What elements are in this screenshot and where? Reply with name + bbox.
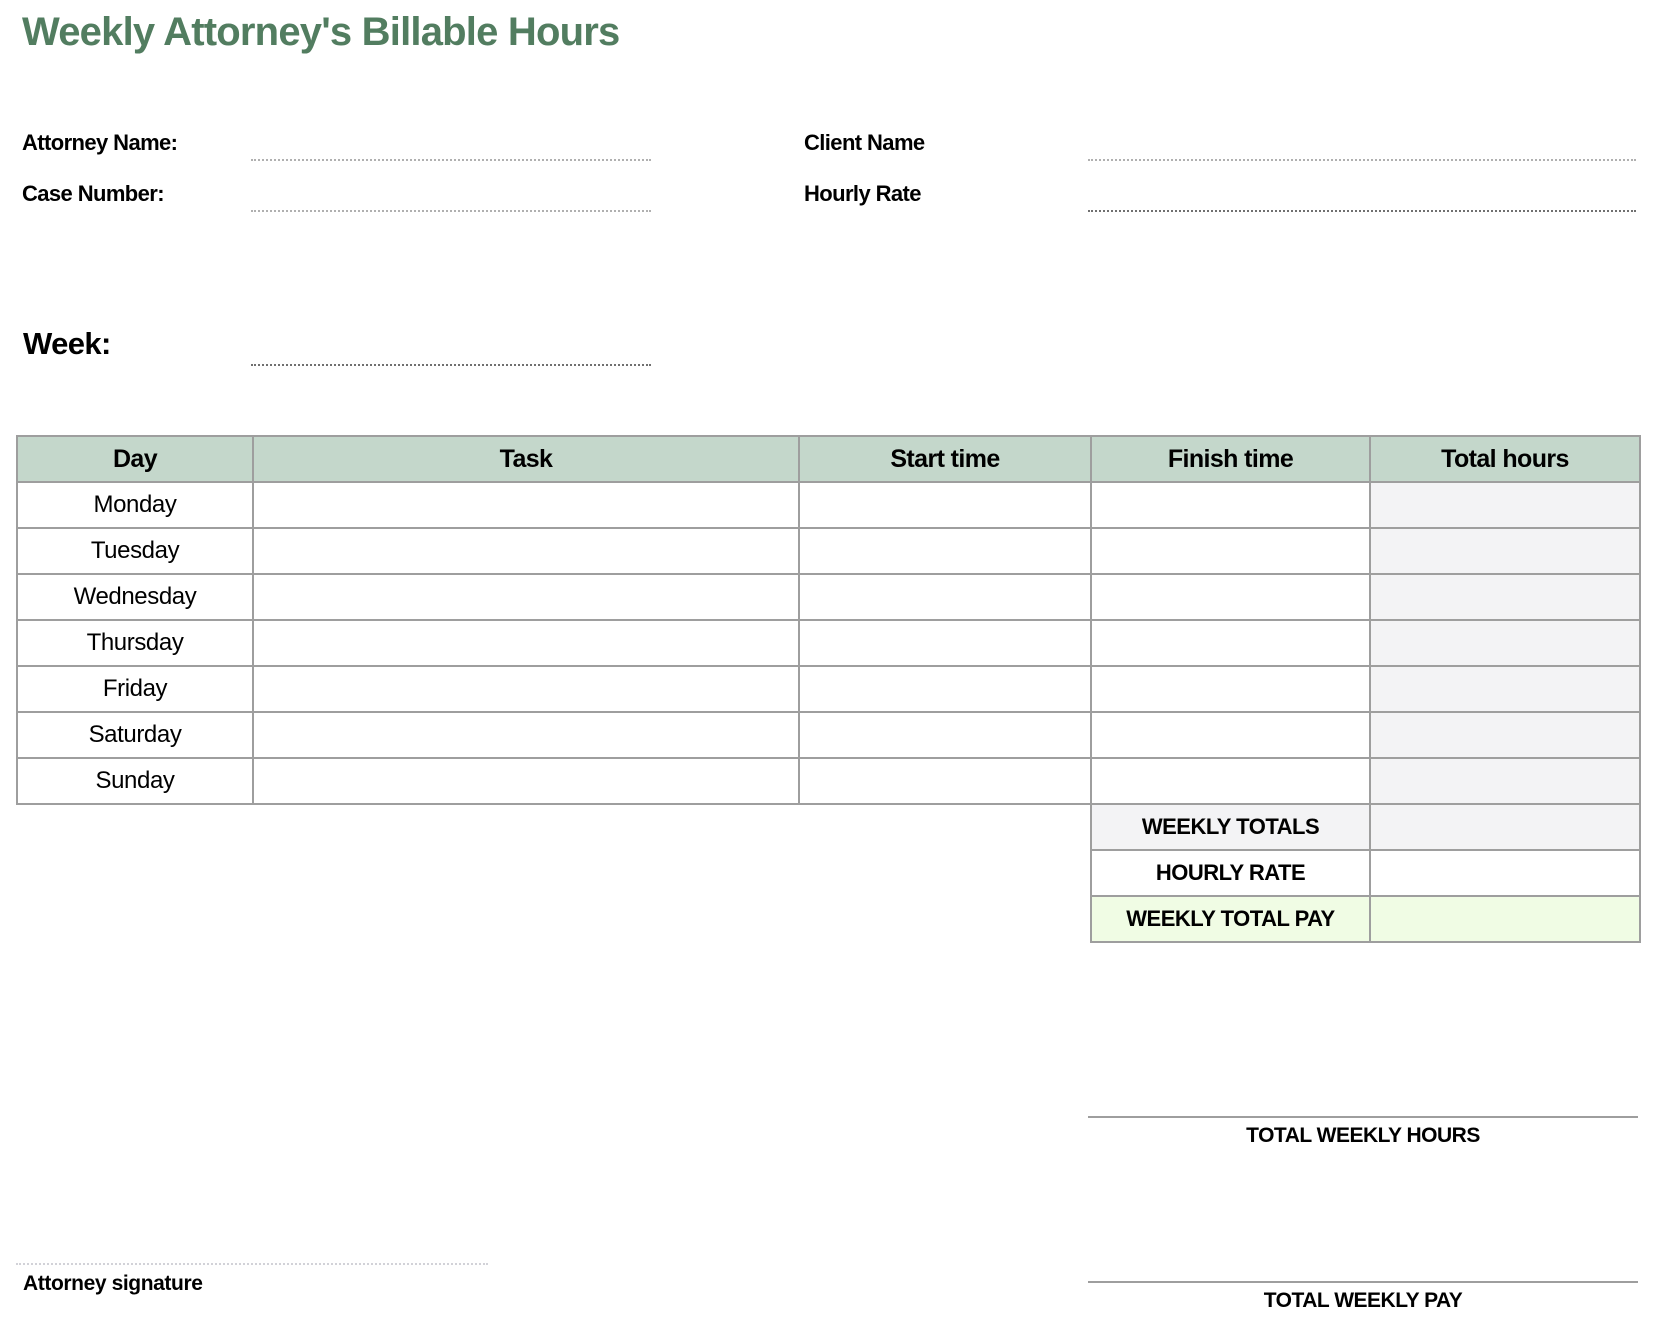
day-cell: Friday xyxy=(17,666,253,712)
attorney-name-field[interactable] xyxy=(251,159,651,161)
start-time-cell[interactable] xyxy=(799,712,1091,758)
table-row xyxy=(17,482,1640,528)
total-hours-cell xyxy=(1370,712,1640,758)
week-label: Week: xyxy=(23,326,111,361)
weekly-total-pay-value xyxy=(1370,896,1640,942)
header-total-hours: Total hours xyxy=(1370,436,1640,482)
total-hours-cell xyxy=(1370,758,1640,804)
start-time-cell[interactable] xyxy=(799,758,1091,804)
task-cell[interactable] xyxy=(253,666,799,712)
table-row xyxy=(17,528,1640,574)
summary-row-weekly-total-pay xyxy=(17,896,1640,942)
case-number-field[interactable] xyxy=(251,210,651,212)
hourly-rate-summary-value[interactable] xyxy=(1370,850,1640,896)
start-time-cell[interactable] xyxy=(799,666,1091,712)
total-weekly-pay-label: TOTAL WEEKLY PAY xyxy=(1263,1289,1463,1312)
day-cell: Saturday xyxy=(17,712,253,758)
start-time-cell[interactable] xyxy=(799,528,1091,574)
finish-time-cell[interactable] xyxy=(1091,666,1370,712)
task-cell[interactable] xyxy=(253,758,799,804)
total-weekly-hours-line xyxy=(1088,1116,1638,1118)
empty-area xyxy=(17,896,1091,942)
case-number-label: Case Number: xyxy=(22,181,164,206)
empty-area xyxy=(17,850,1091,896)
day-cell: Sunday xyxy=(17,758,253,804)
week-field[interactable] xyxy=(251,364,651,366)
header-task: Task xyxy=(253,436,799,482)
total-weekly-hours-label: TOTAL WEEKLY HOURS xyxy=(1246,1124,1480,1147)
summary-row-hourly-rate xyxy=(17,850,1640,896)
table-row xyxy=(17,666,1640,712)
client-name-label: Client Name xyxy=(804,130,925,155)
hourly-rate-field[interactable] xyxy=(1088,210,1636,212)
total-hours-cell xyxy=(1370,482,1640,528)
day-cell: Tuesday xyxy=(17,528,253,574)
task-cell[interactable] xyxy=(253,574,799,620)
finish-time-cell[interactable] xyxy=(1091,758,1370,804)
weekly-totals-value xyxy=(1370,804,1640,850)
header-finish-time: Finish time xyxy=(1091,436,1370,482)
total-hours-cell xyxy=(1370,574,1640,620)
task-cell[interactable] xyxy=(253,528,799,574)
table-row xyxy=(17,712,1640,758)
attorney-signature-label: Attorney signature xyxy=(23,1272,203,1295)
finish-time-cell[interactable] xyxy=(1091,482,1370,528)
table-header-row xyxy=(17,436,1640,482)
day-cell: Thursday xyxy=(17,620,253,666)
attorney-signature-field[interactable] xyxy=(16,1263,488,1265)
hourly-rate-label: Hourly Rate xyxy=(804,181,921,206)
finish-time-cell[interactable] xyxy=(1091,528,1370,574)
day-cell: Monday xyxy=(17,482,253,528)
total-hours-cell xyxy=(1370,620,1640,666)
weekly-total-pay-label: WEEKLY TOTAL PAY xyxy=(1091,896,1370,942)
empty-area xyxy=(17,804,1091,850)
header-day: Day xyxy=(17,436,253,482)
task-cell[interactable] xyxy=(253,712,799,758)
billable-hours-table xyxy=(16,435,1641,943)
table-row xyxy=(17,620,1640,666)
client-name-field[interactable] xyxy=(1088,159,1636,161)
attorney-name-label: Attorney Name: xyxy=(22,130,178,155)
day-cell: Wednesday xyxy=(17,574,253,620)
start-time-cell[interactable] xyxy=(799,620,1091,666)
task-cell[interactable] xyxy=(253,482,799,528)
table-row xyxy=(17,574,1640,620)
total-hours-cell xyxy=(1370,666,1640,712)
weekly-totals-label: WEEKLY TOTALS xyxy=(1091,804,1370,850)
start-time-cell[interactable] xyxy=(799,482,1091,528)
finish-time-cell[interactable] xyxy=(1091,574,1370,620)
page-title: Weekly Attorney's Billable Hours xyxy=(22,10,620,54)
finish-time-cell[interactable] xyxy=(1091,712,1370,758)
summary-row-weekly-totals xyxy=(17,804,1640,850)
start-time-cell[interactable] xyxy=(799,574,1091,620)
header-start-time: Start time xyxy=(799,436,1091,482)
table-row xyxy=(17,758,1640,804)
hourly-rate-summary-label: HOURLY RATE xyxy=(1091,850,1370,896)
task-cell[interactable] xyxy=(253,620,799,666)
total-weekly-pay-line xyxy=(1088,1281,1638,1283)
total-hours-cell xyxy=(1370,528,1640,574)
finish-time-cell[interactable] xyxy=(1091,620,1370,666)
